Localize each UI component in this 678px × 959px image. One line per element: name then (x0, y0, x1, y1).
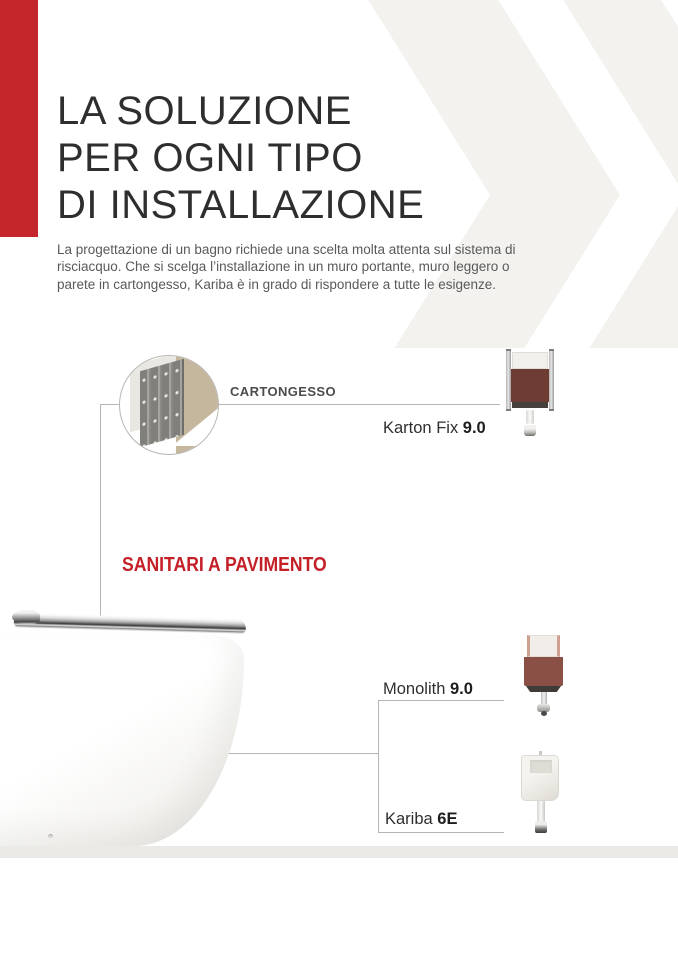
pipe-outlet (541, 711, 547, 716)
product-model: 9.0 (449, 680, 473, 698)
connector-line-monolith-underline (378, 700, 504, 701)
cistern-kariba-image (521, 751, 561, 835)
drywall-circle-illustration (119, 355, 219, 455)
cistern-top (527, 635, 560, 657)
product-label-karton-fix (383, 419, 486, 438)
toilet-bowl (0, 635, 244, 846)
cistern-monolith-image (524, 633, 564, 711)
toilet-image (0, 605, 260, 858)
flush-pipe (537, 801, 545, 821)
product-name: Karton Fix (383, 419, 459, 437)
title-line-1: LA SOLUZIONE (57, 89, 352, 133)
toilet-seat-nose (12, 610, 40, 624)
cistern-base (512, 402, 548, 408)
cistern-karton-fix-image (506, 349, 554, 445)
product-name: Monolith (383, 680, 446, 698)
title-line-2: PER OGNI TIPO (57, 136, 363, 180)
cistern-panel (530, 760, 552, 773)
cistern-tank (524, 657, 563, 686)
product-model: 6E (437, 810, 458, 828)
product-name: Kariba (385, 810, 433, 828)
cistern-tank (511, 369, 549, 402)
category-label: SANITARI A PAVIMENTO (122, 554, 327, 576)
page-title (57, 88, 424, 229)
wall-type-label: CARTONGESSO (230, 384, 337, 399)
intro-paragraph: La progettazione di un bagno richiede una scelta molta attenta sul sistema di risciacquo. Che si scelga l’installazione in un muro portante, muro leggero o parete in cartongesso, Kariba è in grado di rispondere a tutte le esigenze. (57, 242, 516, 292)
drywall-stud-panel (140, 359, 184, 448)
accent-bar (0, 0, 38, 237)
toilet-seat-lid (14, 613, 246, 632)
flush-valve (524, 425, 536, 436)
product-label-monolith (383, 680, 473, 699)
flush-valve (535, 821, 547, 833)
toilet-bowl-detail (48, 834, 53, 838)
connector-line-wall-vertical (100, 404, 101, 618)
cistern-top (512, 352, 548, 369)
title-line-3: DI INSTALLAZIONE (57, 183, 425, 227)
flush-pipe (526, 410, 534, 424)
connector-line-middle-vertical (378, 700, 379, 833)
product-model: 9.0 (462, 419, 486, 437)
product-label-kariba (385, 810, 457, 829)
connector-line-kariba-underline (378, 832, 504, 833)
frame-rail (549, 349, 554, 411)
